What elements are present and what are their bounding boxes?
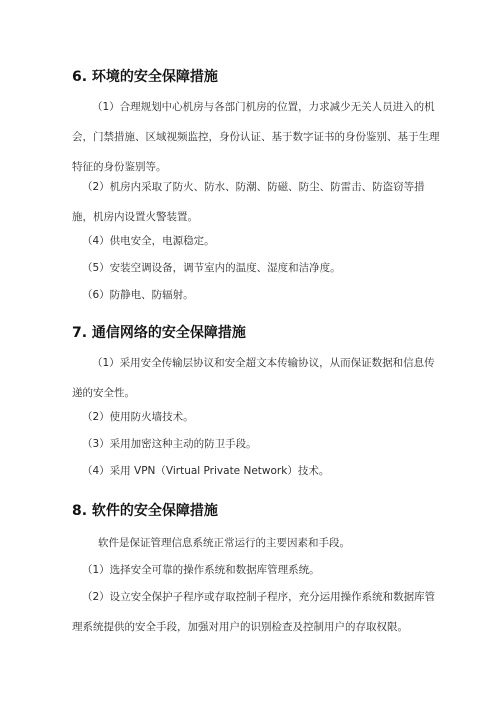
paragraph: 软件是保证管理信息系统正常运行的主要因素和手段。 [98,537,350,549]
paragraph: （4）供电安全，电源稳定。 [82,235,215,247]
paragraph: （2）机房内采取了防火、防水、防潮、防磁、防尘、防雷击、防盗窃等措施，机房内设置火警装置。 [72,181,425,223]
section-heading: 6. 环境的安全保障措施 [72,69,218,85]
paragraph: （2）使用防火墙技术。 [82,411,194,423]
paragraph: （1）采用安全传输层协议和安全超文本传输协议，从而保证数据和信息传递的安全性。 [72,357,435,399]
paragraph: （6）防静电、防辐射。 [82,289,194,301]
section-heading: 7. 通信网络的安全保障措施 [72,325,246,341]
section-heading: 8. 软件的安全保障措施 [72,503,218,519]
paragraph: （2）设立安全保护子程序或存取控制子程序，充分运用操作系统和数据库管理系统提供的安全手段，加强对用户的识别检查及控制用户的存取权限。 [72,591,436,633]
paragraph: （5）安装空调设备，调节室内的温度、湿度和洁净度。 [82,262,341,274]
paragraph: （1）选择安全可靠的操作系统和数据库管理系统。 [82,564,320,576]
paragraph: （4）采用 VPN（Virtual Private Network）技术。 [82,465,330,477]
paragraph: （1）合理规划中心机房与各部门机房的位置，力求减少无关人员进入的机会，门禁措施、区域视频监控，身份认证、基于数字证书的身份鉴别、基于生理特征的身份鉴别等。 [72,101,440,173]
paragraph: （3）采用加密这种主动的防卫手段。 [82,438,257,450]
